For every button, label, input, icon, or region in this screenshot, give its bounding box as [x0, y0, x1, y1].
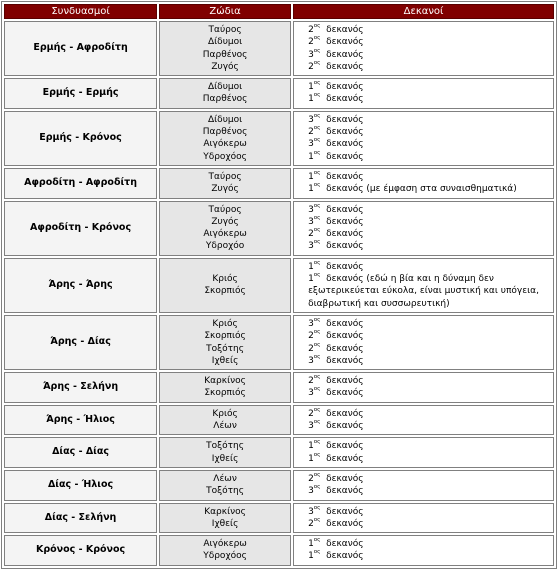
decan-entry — [308, 420, 549, 432]
decan-entry — [308, 114, 549, 126]
decan-text: δεκανός — [326, 486, 364, 497]
planet-combination: Δίας - Δίας — [4, 437, 157, 468]
zodiac-signs-cell — [159, 503, 291, 534]
decan-ordinal-suffix: ος — [313, 23, 321, 29]
decan-entry — [308, 204, 549, 216]
decan-number: 1 — [308, 171, 314, 182]
decans-cell — [293, 405, 554, 436]
decan-text: δεκανός — [326, 114, 364, 125]
decan-text: δεκανός — [326, 551, 364, 562]
decan-entry — [308, 387, 549, 399]
zodiac-sign: Σκορπιός — [204, 388, 246, 399]
decans-cell — [293, 372, 554, 403]
zodiac-sign: Ιχθείς — [211, 518, 239, 529]
decan-entry — [308, 473, 549, 485]
decan-number: 1 — [308, 441, 314, 452]
decans-table — [1, 1, 557, 569]
decan-ordinal-suffix: ος — [313, 484, 321, 491]
decan-text: δεκανός — [326, 441, 364, 452]
decan-number: 2 — [308, 61, 314, 72]
decan-number: 2 — [308, 473, 314, 484]
decan-number: 3 — [308, 241, 314, 252]
table-row — [4, 315, 554, 370]
decan-entry — [308, 375, 549, 387]
decan-text: δεκανός — [326, 171, 364, 182]
decan-entry — [308, 228, 549, 240]
decan-text: δεκανός — [326, 261, 364, 272]
zodiac-sign: Καρκίνος — [204, 506, 246, 517]
decan-entry — [308, 49, 549, 61]
zodiac-signs-cell — [159, 315, 291, 370]
zodiac-signs-cell — [159, 168, 291, 199]
decan-entry — [308, 506, 549, 518]
zodiac-sign: Κριός — [212, 274, 238, 285]
decan-number: 1 — [308, 261, 314, 272]
decan-ordinal-suffix: ος — [313, 516, 321, 523]
zodiac-sign: Αιγόκερω — [203, 539, 247, 550]
decans-cell — [293, 21, 554, 76]
decan-entry — [308, 138, 549, 150]
decan-ordinal-suffix: ος — [313, 504, 321, 511]
decan-number: 2 — [308, 408, 314, 419]
header-decans: Δεκανοί — [293, 4, 554, 19]
decan-ordinal-suffix: ος — [313, 259, 321, 266]
decans-cell — [293, 315, 554, 370]
decan-ordinal-suffix: ος — [313, 92, 321, 99]
decan-ordinal-suffix: ος — [313, 471, 321, 478]
decan-entry — [308, 261, 549, 273]
decan-entry — [308, 453, 549, 465]
table-row — [4, 503, 554, 534]
decan-number: 1 — [308, 453, 314, 464]
decan-ordinal-suffix: ος — [313, 329, 321, 336]
decan-number: 3 — [308, 49, 314, 60]
zodiac-sign: Τοξότης — [206, 343, 245, 354]
decans-cell — [293, 470, 554, 501]
planet-combination: Άρης - Δίας — [4, 315, 157, 370]
decan-text: δεκανός — [326, 355, 364, 366]
decan-text: δεκανός — [326, 139, 364, 150]
decans-cell — [293, 111, 554, 166]
header-row — [4, 4, 554, 19]
decan-number: 3 — [308, 506, 314, 517]
decan-entry — [308, 216, 549, 228]
decan-text: δεκανός — [326, 539, 364, 550]
zodiac-sign: Αιγόκερω — [203, 229, 247, 240]
decan-entry — [308, 151, 549, 163]
decan-number: 2 — [308, 229, 314, 240]
decan-ordinal-suffix: ος — [313, 137, 321, 144]
decan-entry — [308, 93, 549, 105]
table-row — [4, 535, 554, 566]
decan-text: δεκανός — [326, 204, 364, 215]
zodiac-sign: Ιχθείς — [211, 355, 239, 366]
decan-entry — [308, 518, 549, 530]
decan-text: δεκανός — [326, 25, 364, 35]
table-row — [4, 111, 554, 166]
decan-ordinal-suffix: ος — [313, 35, 321, 42]
decan-number: 1 — [308, 151, 314, 162]
decan-entry — [308, 550, 549, 562]
decan-ordinal-suffix: ος — [313, 316, 321, 323]
zodiac-signs-cell — [159, 372, 291, 403]
decan-number: 3 — [308, 139, 314, 150]
zodiac-sign: Τοξότης — [206, 486, 245, 497]
decan-text: δεκανός — [326, 453, 364, 464]
decan-number: 3 — [308, 355, 314, 366]
zodiac-sign: Παρθένος — [202, 127, 248, 138]
planet-combination: Αφροδίτη - Κρόνος — [4, 201, 157, 256]
decan-number: 1 — [308, 94, 314, 105]
decan-number: 3 — [308, 204, 314, 215]
zodiac-sign: Ζυγός — [211, 61, 239, 72]
zodiac-signs-cell — [159, 405, 291, 436]
decan-ordinal-suffix: ος — [313, 149, 321, 156]
planet-combination: Δίας - Ήλιος — [4, 470, 157, 501]
planet-combination: Αφροδίτη - Αφροδίτη — [4, 168, 157, 199]
decan-ordinal-suffix: ος — [313, 182, 321, 189]
zodiac-sign: Παρθένος — [202, 94, 248, 105]
decan-entry — [308, 240, 549, 252]
decan-entry — [308, 538, 549, 550]
zodiac-sign: Αιγόκερω — [203, 139, 247, 150]
decan-text: δεκανός — [326, 82, 364, 93]
zodiac-signs-cell — [159, 111, 291, 166]
decans-cell — [293, 258, 554, 313]
zodiac-signs-cell — [159, 21, 291, 76]
zodiac-sign: Τοξότης — [206, 441, 245, 452]
decan-entry — [308, 485, 549, 497]
table-row — [4, 372, 554, 403]
decan-number: 3 — [308, 216, 314, 227]
decan-ordinal-suffix: ος — [313, 341, 321, 348]
decan-text: δεκανός (με έμφαση στα συναισθηματικά) — [326, 184, 517, 195]
decan-text: δεκανός — [326, 216, 364, 227]
decan-text: δεκανός — [326, 151, 364, 162]
decans-cell — [293, 437, 554, 468]
decan-number: 1 — [308, 539, 314, 550]
decan-number: 2 — [308, 127, 314, 138]
zodiac-sign: Λέων — [213, 473, 237, 484]
decan-ordinal-suffix: ος — [313, 353, 321, 360]
decan-text: δεκανός — [326, 343, 364, 354]
decan-entry — [308, 171, 549, 183]
decan-ordinal-suffix: ος — [313, 59, 321, 66]
zodiac-sign: Καρκίνος — [204, 376, 246, 387]
decan-ordinal-suffix: ος — [313, 112, 321, 119]
zodiac-sign: Υδροχόος — [203, 551, 247, 562]
planet-combination: Άρης - Ήλιος — [4, 405, 157, 436]
zodiac-sign: Σκορπιός — [204, 286, 246, 297]
decans-cell — [293, 535, 554, 566]
decan-text: δεκανός — [326, 506, 364, 517]
decan-entry — [308, 273, 549, 310]
decans-cell — [293, 168, 554, 199]
zodiac-sign: Δίδυμοι — [207, 114, 243, 125]
zodiac-signs-cell — [159, 201, 291, 256]
decan-text: δεκανός — [326, 421, 364, 432]
decan-ordinal-suffix: ος — [313, 80, 321, 87]
decan-entry — [308, 126, 549, 138]
zodiac-sign: Ταύρος — [208, 25, 242, 35]
zodiac-sign: Ζυγός — [211, 184, 239, 195]
zodiac-signs-cell — [159, 78, 291, 109]
zodiac-sign: Σκορπιός — [204, 331, 246, 342]
decan-text: δεκανός — [326, 127, 364, 138]
decan-entry — [308, 24, 549, 36]
decan-number: 1 — [308, 184, 314, 195]
decan-number: 3 — [308, 421, 314, 432]
decan-entry — [308, 36, 549, 48]
decan-ordinal-suffix: ος — [313, 537, 321, 544]
planet-combination: Ερμής - Αφροδίτη — [4, 21, 157, 76]
decan-text: δεκανός — [326, 37, 364, 48]
decan-number: 1 — [308, 274, 314, 285]
decan-text: δεκανός — [326, 518, 364, 529]
zodiac-sign: Ιχθείς — [211, 453, 239, 464]
decan-number: 2 — [308, 343, 314, 354]
planet-combination: Ερμής - Κρόνος — [4, 111, 157, 166]
decan-text: δεκανός — [326, 376, 364, 387]
decan-entry — [308, 183, 549, 195]
zodiac-signs-cell — [159, 470, 291, 501]
decan-ordinal-suffix: ος — [313, 169, 321, 176]
table-row — [4, 201, 554, 256]
zodiac-sign: Υδροχόο — [205, 241, 245, 252]
decan-number: 2 — [308, 518, 314, 529]
decan-entry — [308, 440, 549, 452]
decan-ordinal-suffix: ος — [313, 451, 321, 458]
decan-entry — [308, 343, 549, 355]
table-row — [4, 405, 554, 436]
decan-ordinal-suffix: ος — [313, 419, 321, 426]
decan-ordinal-suffix: ος — [313, 202, 321, 209]
decan-ordinal-suffix: ος — [313, 549, 321, 556]
decans-cell — [293, 503, 554, 534]
decan-ordinal-suffix: ος — [313, 386, 321, 393]
zodiac-sign: Δίδυμοι — [207, 37, 243, 48]
table-row — [4, 258, 554, 313]
decan-ordinal-suffix: ος — [313, 272, 321, 279]
decan-number: 3 — [308, 114, 314, 125]
zodiac-signs-cell — [159, 258, 291, 313]
decan-text: δεκανός — [326, 408, 364, 419]
decan-entry — [308, 81, 549, 93]
zodiac-sign: Υδροχόος — [203, 151, 247, 162]
decan-number: 2 — [308, 331, 314, 342]
decans-cell — [293, 201, 554, 256]
zodiac-sign: Ταύρος — [208, 171, 242, 182]
zodiac-sign: Δίδυμοι — [207, 82, 243, 93]
planet-combination: Άρης - Σελήνη — [4, 372, 157, 403]
decan-text: δεκανός (εδώ η βία και η δύναμη δεν εξωτερικεύεται εύκολα, είναι μυστική και υπόγεια, διαβρωτική και συσσωρευτική) — [308, 274, 539, 309]
decan-entry — [308, 408, 549, 420]
table-body — [4, 21, 554, 566]
decan-number: 2 — [308, 37, 314, 48]
decan-entry — [308, 61, 549, 73]
zodiac-sign: Ζυγός — [211, 216, 239, 227]
decan-number: 2 — [308, 25, 314, 35]
decan-text: δεκανός — [326, 388, 364, 399]
planet-combination: Κρόνος - Κρόνος — [4, 535, 157, 566]
planet-combination: Δίας - Σελήνη — [4, 503, 157, 534]
decan-text: δεκανός — [326, 49, 364, 60]
decan-ordinal-suffix: ος — [313, 406, 321, 413]
decan-entry — [308, 318, 549, 330]
table-row — [4, 437, 554, 468]
header-combinations: Συνδυασμοί — [4, 4, 157, 19]
decan-ordinal-suffix: ος — [313, 439, 321, 446]
decan-ordinal-suffix: ος — [313, 214, 321, 221]
zodiac-sign: Κριός — [212, 408, 238, 419]
zodiac-signs-cell — [159, 437, 291, 468]
zodiac-sign: Ταύρος — [208, 204, 242, 215]
decan-entry — [308, 330, 549, 342]
decan-text: δεκανός — [326, 61, 364, 72]
zodiac-signs-cell — [159, 535, 291, 566]
table-row — [4, 21, 554, 76]
decan-text: δεκανός — [326, 331, 364, 342]
decan-text: δεκανός — [326, 229, 364, 240]
decan-number: 3 — [308, 318, 314, 329]
decan-ordinal-suffix: ος — [313, 47, 321, 54]
zodiac-sign: Λέων — [213, 421, 237, 432]
table-row — [4, 470, 554, 501]
decan-text: δεκανός — [326, 241, 364, 252]
decan-ordinal-suffix: ος — [313, 239, 321, 246]
decan-entry — [308, 355, 549, 367]
decan-text: δεκανός — [326, 473, 364, 484]
table-row — [4, 78, 554, 109]
decan-number: 1 — [308, 551, 314, 562]
planet-combination: Ερμής - Ερμής — [4, 78, 157, 109]
decan-ordinal-suffix: ος — [313, 227, 321, 234]
decan-number: 3 — [308, 486, 314, 497]
decan-ordinal-suffix: ος — [313, 125, 321, 132]
decan-ordinal-suffix: ος — [313, 374, 321, 381]
decans-cell — [293, 78, 554, 109]
decan-text: δεκανός — [326, 94, 364, 105]
decan-number: 1 — [308, 82, 314, 93]
table-row — [4, 168, 554, 199]
decan-number: 2 — [308, 376, 314, 387]
header-signs: Ζώδια — [159, 4, 291, 19]
decan-number: 3 — [308, 388, 314, 399]
planet-combination: Άρης - Άρης — [4, 258, 157, 313]
decan-text: δεκανός — [326, 318, 364, 329]
zodiac-sign: Παρθένος — [202, 49, 248, 60]
zodiac-sign: Κριός — [212, 318, 238, 329]
